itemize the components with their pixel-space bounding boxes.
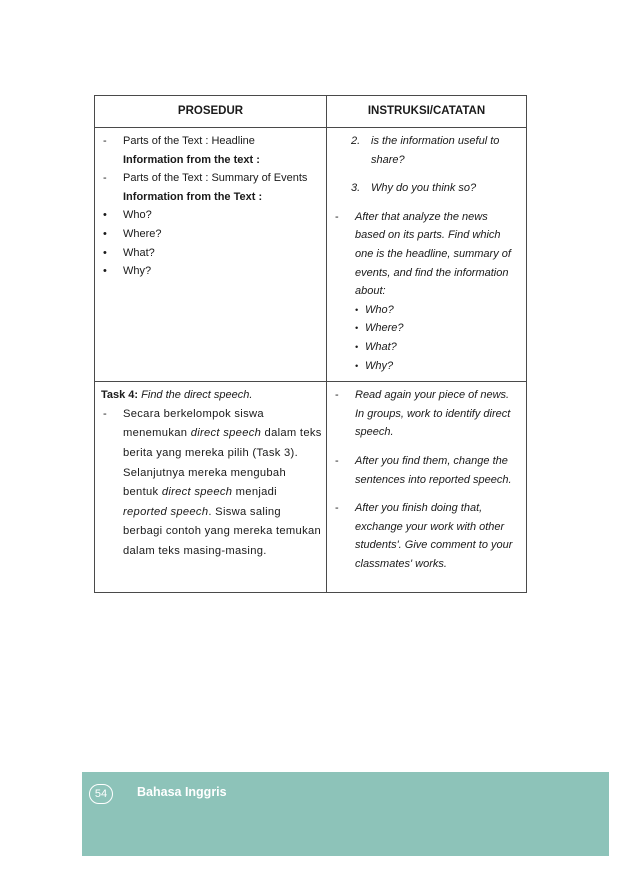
bullet-text: What?: [123, 246, 155, 259]
bullet-text: Who?: [123, 209, 152, 222]
bullet-icon: •: [355, 304, 359, 315]
bullet-item: [101, 262, 322, 281]
description-text: menjadi: [232, 486, 277, 499]
page-number: 54: [89, 784, 113, 804]
dash-marker: -: [103, 407, 108, 420]
list-item: [101, 132, 322, 169]
headline-label: Parts of the Text : Headline: [123, 135, 255, 147]
list-item: [331, 499, 520, 573]
item-number: 3.: [351, 182, 361, 195]
sub-bullet-item: [355, 338, 520, 357]
sub-bullet-item: [355, 319, 520, 338]
information-from-text-label: Information from the Text :: [123, 190, 263, 203]
bullet-item: [101, 244, 322, 263]
header-prosedur: PROSEDUR: [95, 96, 327, 128]
description-term: direct speech: [190, 427, 262, 440]
bullet-icon: •: [355, 341, 359, 352]
dash-marker: -: [335, 454, 339, 467]
bullet-icon: •: [103, 246, 107, 259]
sub-bullet-item: [355, 357, 520, 376]
dash-marker: -: [335, 210, 339, 223]
sub-bullet-text: Why?: [365, 359, 394, 372]
sub-bullet-item: [355, 301, 520, 320]
bullet-text: Where?: [123, 227, 162, 240]
bullet-icon: •: [103, 265, 107, 278]
bullet-item: [101, 225, 322, 244]
list-item: [331, 452, 520, 489]
list-item: [101, 169, 322, 206]
numbered-item: [331, 132, 520, 169]
table-row: [95, 382, 527, 593]
information-from-text-label: Information from the text :: [123, 153, 260, 166]
summary-of-events-label: Parts of the Text : Summary of Events: [123, 172, 308, 185]
task-title: Find the direct speech.: [141, 389, 253, 402]
task-label: Task 4:: [101, 389, 139, 402]
sub-bullet-text: Who?: [365, 303, 394, 316]
description-term: reported speech: [123, 505, 209, 518]
description-text: . Siswa saling berbagi contoh yang mereka temukan dalam teks masing-masing.: [123, 505, 322, 557]
list-item: [331, 386, 520, 442]
row2-instruksi-cell: [327, 382, 527, 593]
dash-marker: -: [335, 502, 339, 515]
question-text: is the information useful to share?: [371, 135, 500, 166]
sub-bullet-text: Where?: [365, 322, 404, 335]
description-text: Secara berkelompok siswa menemukan: [123, 407, 264, 440]
task-description: [123, 405, 322, 562]
row2-prosedur-cell: [95, 382, 327, 593]
list-item: [101, 405, 322, 562]
bullet-text: Why?: [123, 265, 152, 278]
table-row: [95, 128, 527, 382]
numbered-item: [331, 179, 520, 198]
analyze-instruction: After that analyze the news based on its parts. Find which one is the headline, summary of events, and find the information about:: [355, 210, 511, 298]
instruction-text: Read again your piece of news. In groups, work to identify direct speech.: [355, 389, 511, 439]
question-text: Why do you think so?: [371, 182, 477, 195]
book-title: Bahasa Inggris: [137, 785, 227, 799]
sub-bullet-text: What?: [365, 340, 397, 353]
dash-marker: -: [103, 172, 107, 185]
dash-marker: -: [335, 389, 339, 402]
dash-marker: -: [103, 135, 107, 147]
item-number: 2.: [351, 135, 361, 147]
table-header-row: [95, 96, 527, 128]
page-footer: [82, 772, 609, 856]
instruction-text: After you finish doing that, exchange your work with other students'. Give comment to your classmates' works.: [355, 502, 513, 570]
bullet-icon: •: [103, 209, 107, 222]
row1-instruksi-cell: [327, 128, 527, 382]
description-text: dalam teks berita yang mereka pilih (Task 3). Selanjutnya mereka mengubah bentuk: [123, 427, 322, 499]
description-term: direct speech: [161, 486, 233, 499]
list-item: [331, 208, 520, 375]
bullet-icon: •: [355, 323, 359, 334]
bullet-item: [101, 206, 322, 225]
bullet-icon: •: [103, 227, 107, 240]
task-heading: [101, 386, 322, 405]
instruction-text: After you find them, change the sentences into reported speech.: [355, 454, 512, 486]
header-instruksi-catatan: INSTRUKSI/CATATAN: [327, 96, 527, 128]
row1-prosedur-cell: [95, 128, 327, 382]
bullet-icon: •: [355, 360, 359, 371]
procedure-table: [94, 95, 527, 593]
